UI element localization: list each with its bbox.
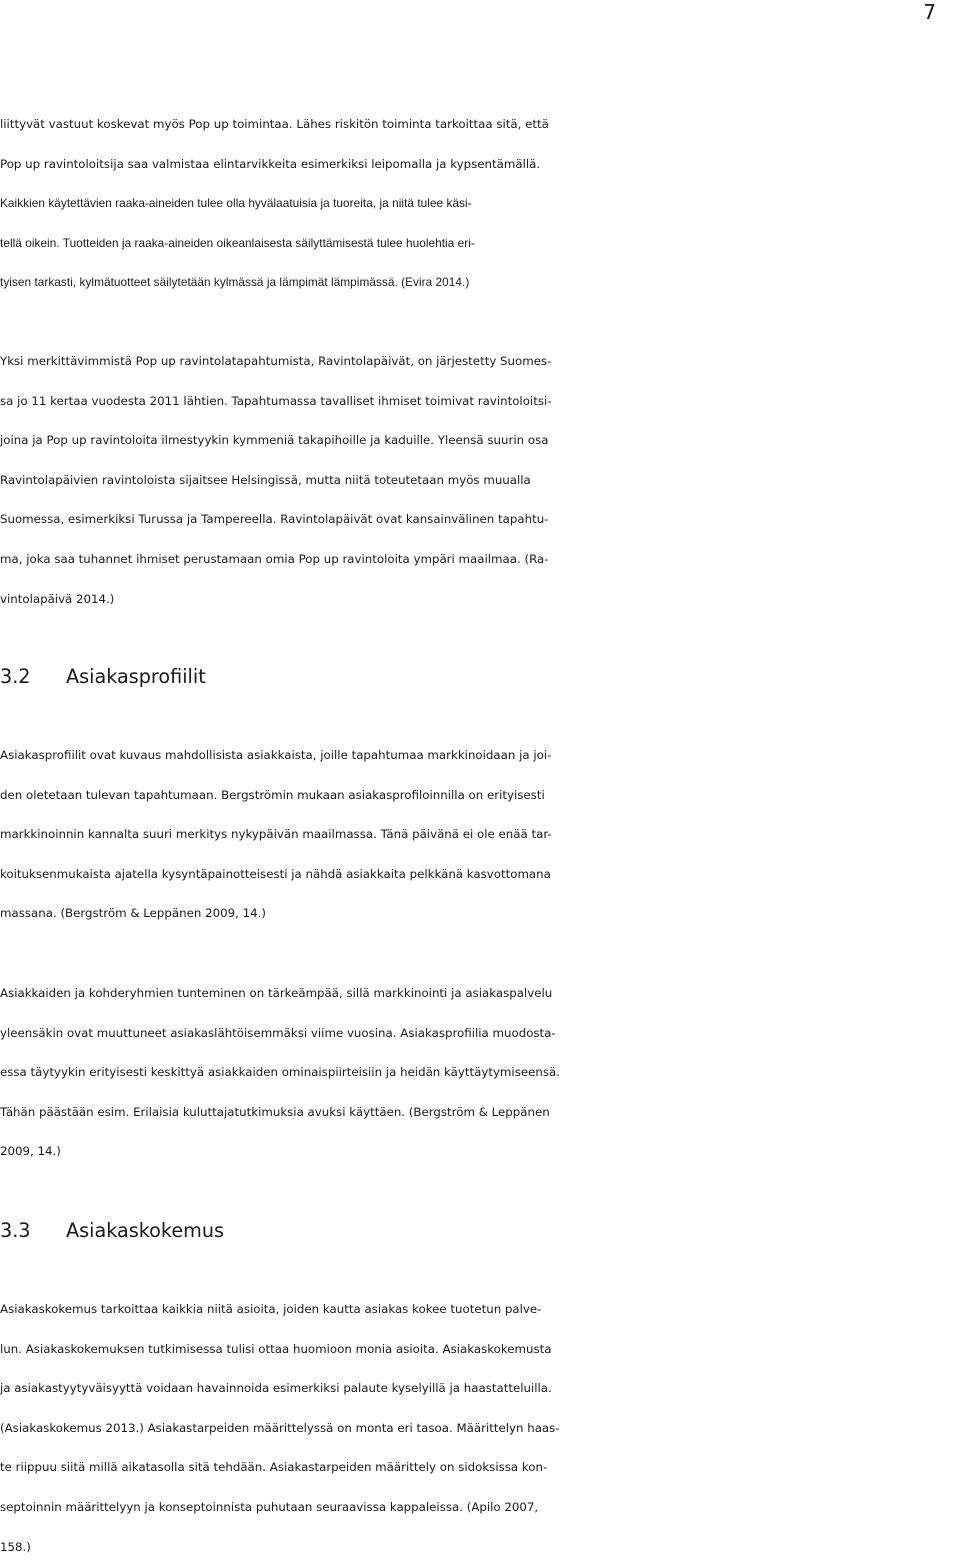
text-line: den oletetaan tulevan tapahtumaan. Bergströmin mukaan asiakasprofiloinnilla on erityisesti <box>0 787 545 802</box>
text-line: sa jo 11 kertaa vuodesta 2011 lähtien. Tapahtumassa tavalliset ihmiset toimivat ravintoloitsi- <box>0 393 552 408</box>
text-line: te riippuu siitä millä aikatasolla sitä tehdään. Asiakastarpeiden määrittely on sidoksissa kon- <box>0 1460 548 1475</box>
text-line: Tähän päästään esim. Erilaisia kuluttajatutkimuksia avuksi käyttäen. (Bergström & Leppänen <box>0 1104 550 1119</box>
text-line: septoinnin määrittelyyn ja konseptoinnista puhutaan seuraavissa kappaleissa. (Apilo 2007, <box>0 1499 539 1514</box>
text-line: markkinoinnin kannalta suuri merkitys nykypäivän maailmassa. Tänä päivänä ei ole enää tar- <box>0 827 552 842</box>
text-line: ma, joka saa tuhannet ihmiset perustamaan omia Pop up ravintoloita ympäri maailmaa. (Ra- <box>0 551 549 566</box>
text-line: Kaikkien käytettävien raaka-aineiden tulee olla hyvälaatuisia ja tuoreita, ja niitä tulee käsi- <box>0 196 472 211</box>
text-line: tellä oikein. Tuotteiden ja raaka-aineiden oikeanlaisesta säilyttämisestä tulee huolehtia eri- <box>0 235 475 250</box>
text-line: vintolapäivä 2014.) <box>0 591 115 606</box>
text-line: Ravintolapäivien ravintoloista sijaitsee Helsingissä, mutta niitä toteutetaan myös muualla <box>0 472 531 487</box>
text-line: liittyvät vastuut koskevat myös Pop up toimintaa. Lähes riskitön toiminta tarkoittaa sitä, että <box>0 117 549 131</box>
text-line: Yksi merkittävimmistä Pop up ravintolatapahtumista, Ravintolapäivät, on järjestetty Suomes- <box>0 354 552 368</box>
section-title: Asiakasprofiilit <box>66 665 206 688</box>
paragraph <box>0 342 960 619</box>
section-heading <box>0 657 960 697</box>
text-line: (Asiakaskokemus 2013.) Asiakastarpeiden määrittelyssä on monta eri tasoa. Määrittelyn haas- <box>0 1420 560 1435</box>
text-line: Suomessa, esimerkiksi Turussa ja Tampereella. Ravintolapäivät ovat kansainvälinen tapahtu- <box>0 512 549 527</box>
text-line: lun. Asiakaskokemuksen tutkimisessa tulisi ottaa huomioon monia asioita. Asiakaskokemusta <box>0 1341 552 1356</box>
text-line: Pop up ravintoloitsija saa valmistaa elintarvikkeita esimerkiksi leipomalla ja kypsentämällä. <box>0 156 541 171</box>
section-number: 3.2 <box>0 665 31 688</box>
paragraph <box>0 105 960 303</box>
text-line: essa täytyykin erityisesti keskittyä asiakkaiden ominaispiirteisiin ja heidän käyttäytymiseensä. <box>0 1065 560 1080</box>
text-line: Asiakaskokemus tarkoittaa kaikkia niitä asioita, joiden kautta asiakas kokee tuotetun palve- <box>0 1302 542 1316</box>
section-number: 3.3 <box>0 1219 31 1242</box>
page-number: 7 <box>923 0 936 24</box>
text-line: 158.) <box>0 1539 31 1554</box>
section-heading <box>0 1211 960 1251</box>
paragraph <box>0 736 960 934</box>
text-line: 2009, 14.) <box>0 1144 61 1159</box>
text-line: koituksenmukaista ajatella kysyntäpainotteisesti ja nähdä asiakkaita pelkkänä kasvottomana <box>0 866 551 881</box>
text-line: Asiakkaiden ja kohderyhmien tunteminen on tärkeämpää, sillä markkinointi ja asiakaspalvelu <box>0 986 553 1000</box>
text-line: massana. (Bergström & Leppänen 2009, 14.) <box>0 906 266 921</box>
paragraph <box>0 1290 960 1567</box>
text-line: ja asiakastyytyväisyyttä voidaan havainnoida esimerkiksi palaute kyselyillä ja haastatteluilla. <box>0 1381 552 1396</box>
text-line: Asiakasprofiilit ovat kuvaus mahdollisista asiakkaista, joille tapahtumaa markkinoidaan ja joi- <box>0 748 552 762</box>
text-line: tyisen tarkasti, kylmätuotteet säilytetään kylmässä ja lämpimät lämpimässä. (Evira 2014.) <box>0 275 470 290</box>
text-line: joina ja Pop up ravintoloita ilmestyykin kymmeniä takapihoille ja kaduille. Yleensä suurin osa <box>0 433 549 448</box>
section-title: Asiakaskokemus <box>66 1219 224 1242</box>
text-line: yleensäkin ovat muuttuneet asiakaslähtöisemmäksi viime vuosina. Asiakasprofiilia muodosta- <box>0 1025 556 1040</box>
paragraph <box>0 974 960 1172</box>
